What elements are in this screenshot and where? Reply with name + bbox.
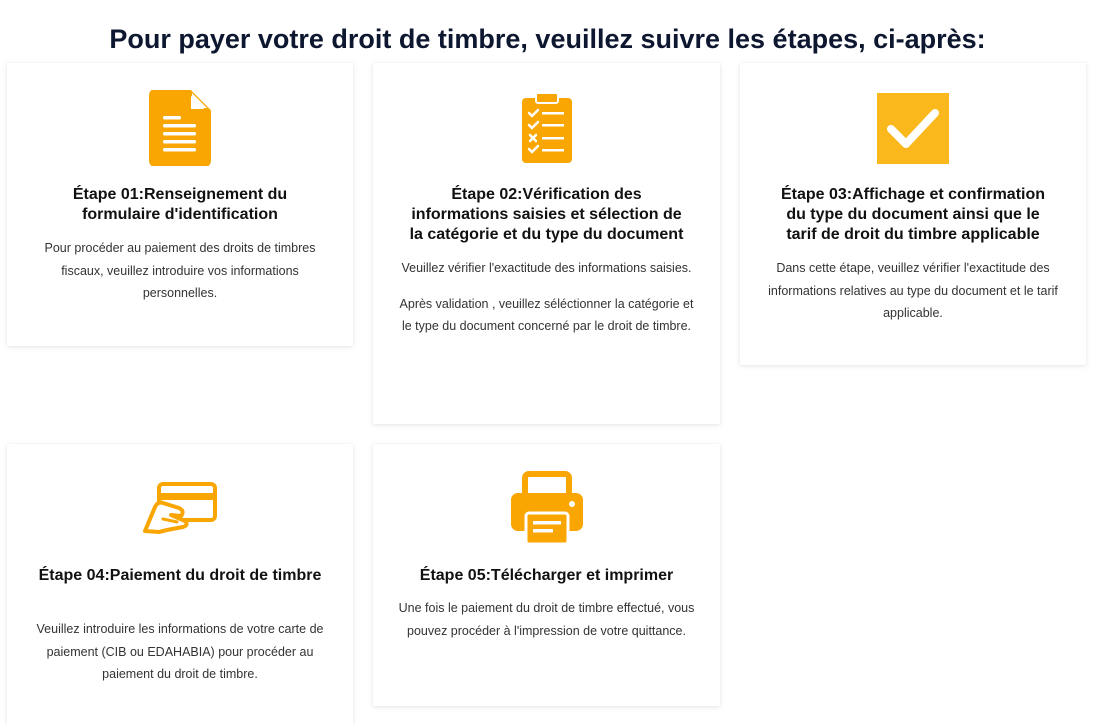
step-description	[7, 237, 353, 305]
step-card-05	[373, 444, 720, 706]
step-title: Étape 05:Télécharger et imprimer	[419, 567, 674, 584]
printer-icon	[509, 471, 585, 547]
step-title: Étape 03:Affichage et confirmation du type du document ainsi que le tarif de droit du timbre applicable	[780, 186, 1046, 243]
document-icon	[149, 90, 211, 166]
step-description	[740, 257, 1086, 325]
checklist-icon	[520, 91, 574, 165]
step-paragraph: Après validation , veuillez séléctionner la catégorie et le type du document concerné par le droit de timbre.	[399, 296, 694, 333]
step-description	[373, 597, 720, 642]
card-payment-icon	[141, 481, 219, 535]
step-card-03	[740, 63, 1086, 365]
step-paragraph: Une fois le paiement du droit de timbre effectué, vous pouvez procéder à l'impression de votre quittance.	[398, 601, 695, 638]
step-title: Étape 04:Paiement du droit de timbre	[38, 567, 322, 584]
step-paragraph: Veuillez introduire les informations de votre carte de paiement (CIB ou EDAHABIA) pour procéder au paiement du droit de timbre.	[36, 622, 324, 681]
step-card-04	[7, 444, 353, 724]
step-card-02	[373, 63, 720, 424]
step-title: Étape 02:Vérification des informations saisies et sélection de la catégorie et du type du document	[409, 186, 684, 243]
step-paragraph: Veuillez vérifier l'exactitude des informations saisies.	[401, 261, 692, 275]
page-title: Pour payer votre droit de timbre, veuillez suivre les étapes, ci-après:	[109, 24, 986, 54]
step-card-01	[7, 63, 353, 346]
step-paragraph: Dans cette étape, veuillez vérifier l'exactitude des informations relatives au type du document et le tarif applicable.	[768, 261, 1058, 320]
step-paragraph: Pour procéder au paiement des droits de timbres fiscaux, veuillez introduire vos informations personnelles.	[44, 241, 316, 300]
step-description	[373, 257, 720, 338]
step-description	[7, 618, 353, 686]
checkbox-checked-icon	[877, 93, 949, 164]
step-title: Étape 01:Renseignement du formulaire d'identification	[72, 186, 288, 223]
